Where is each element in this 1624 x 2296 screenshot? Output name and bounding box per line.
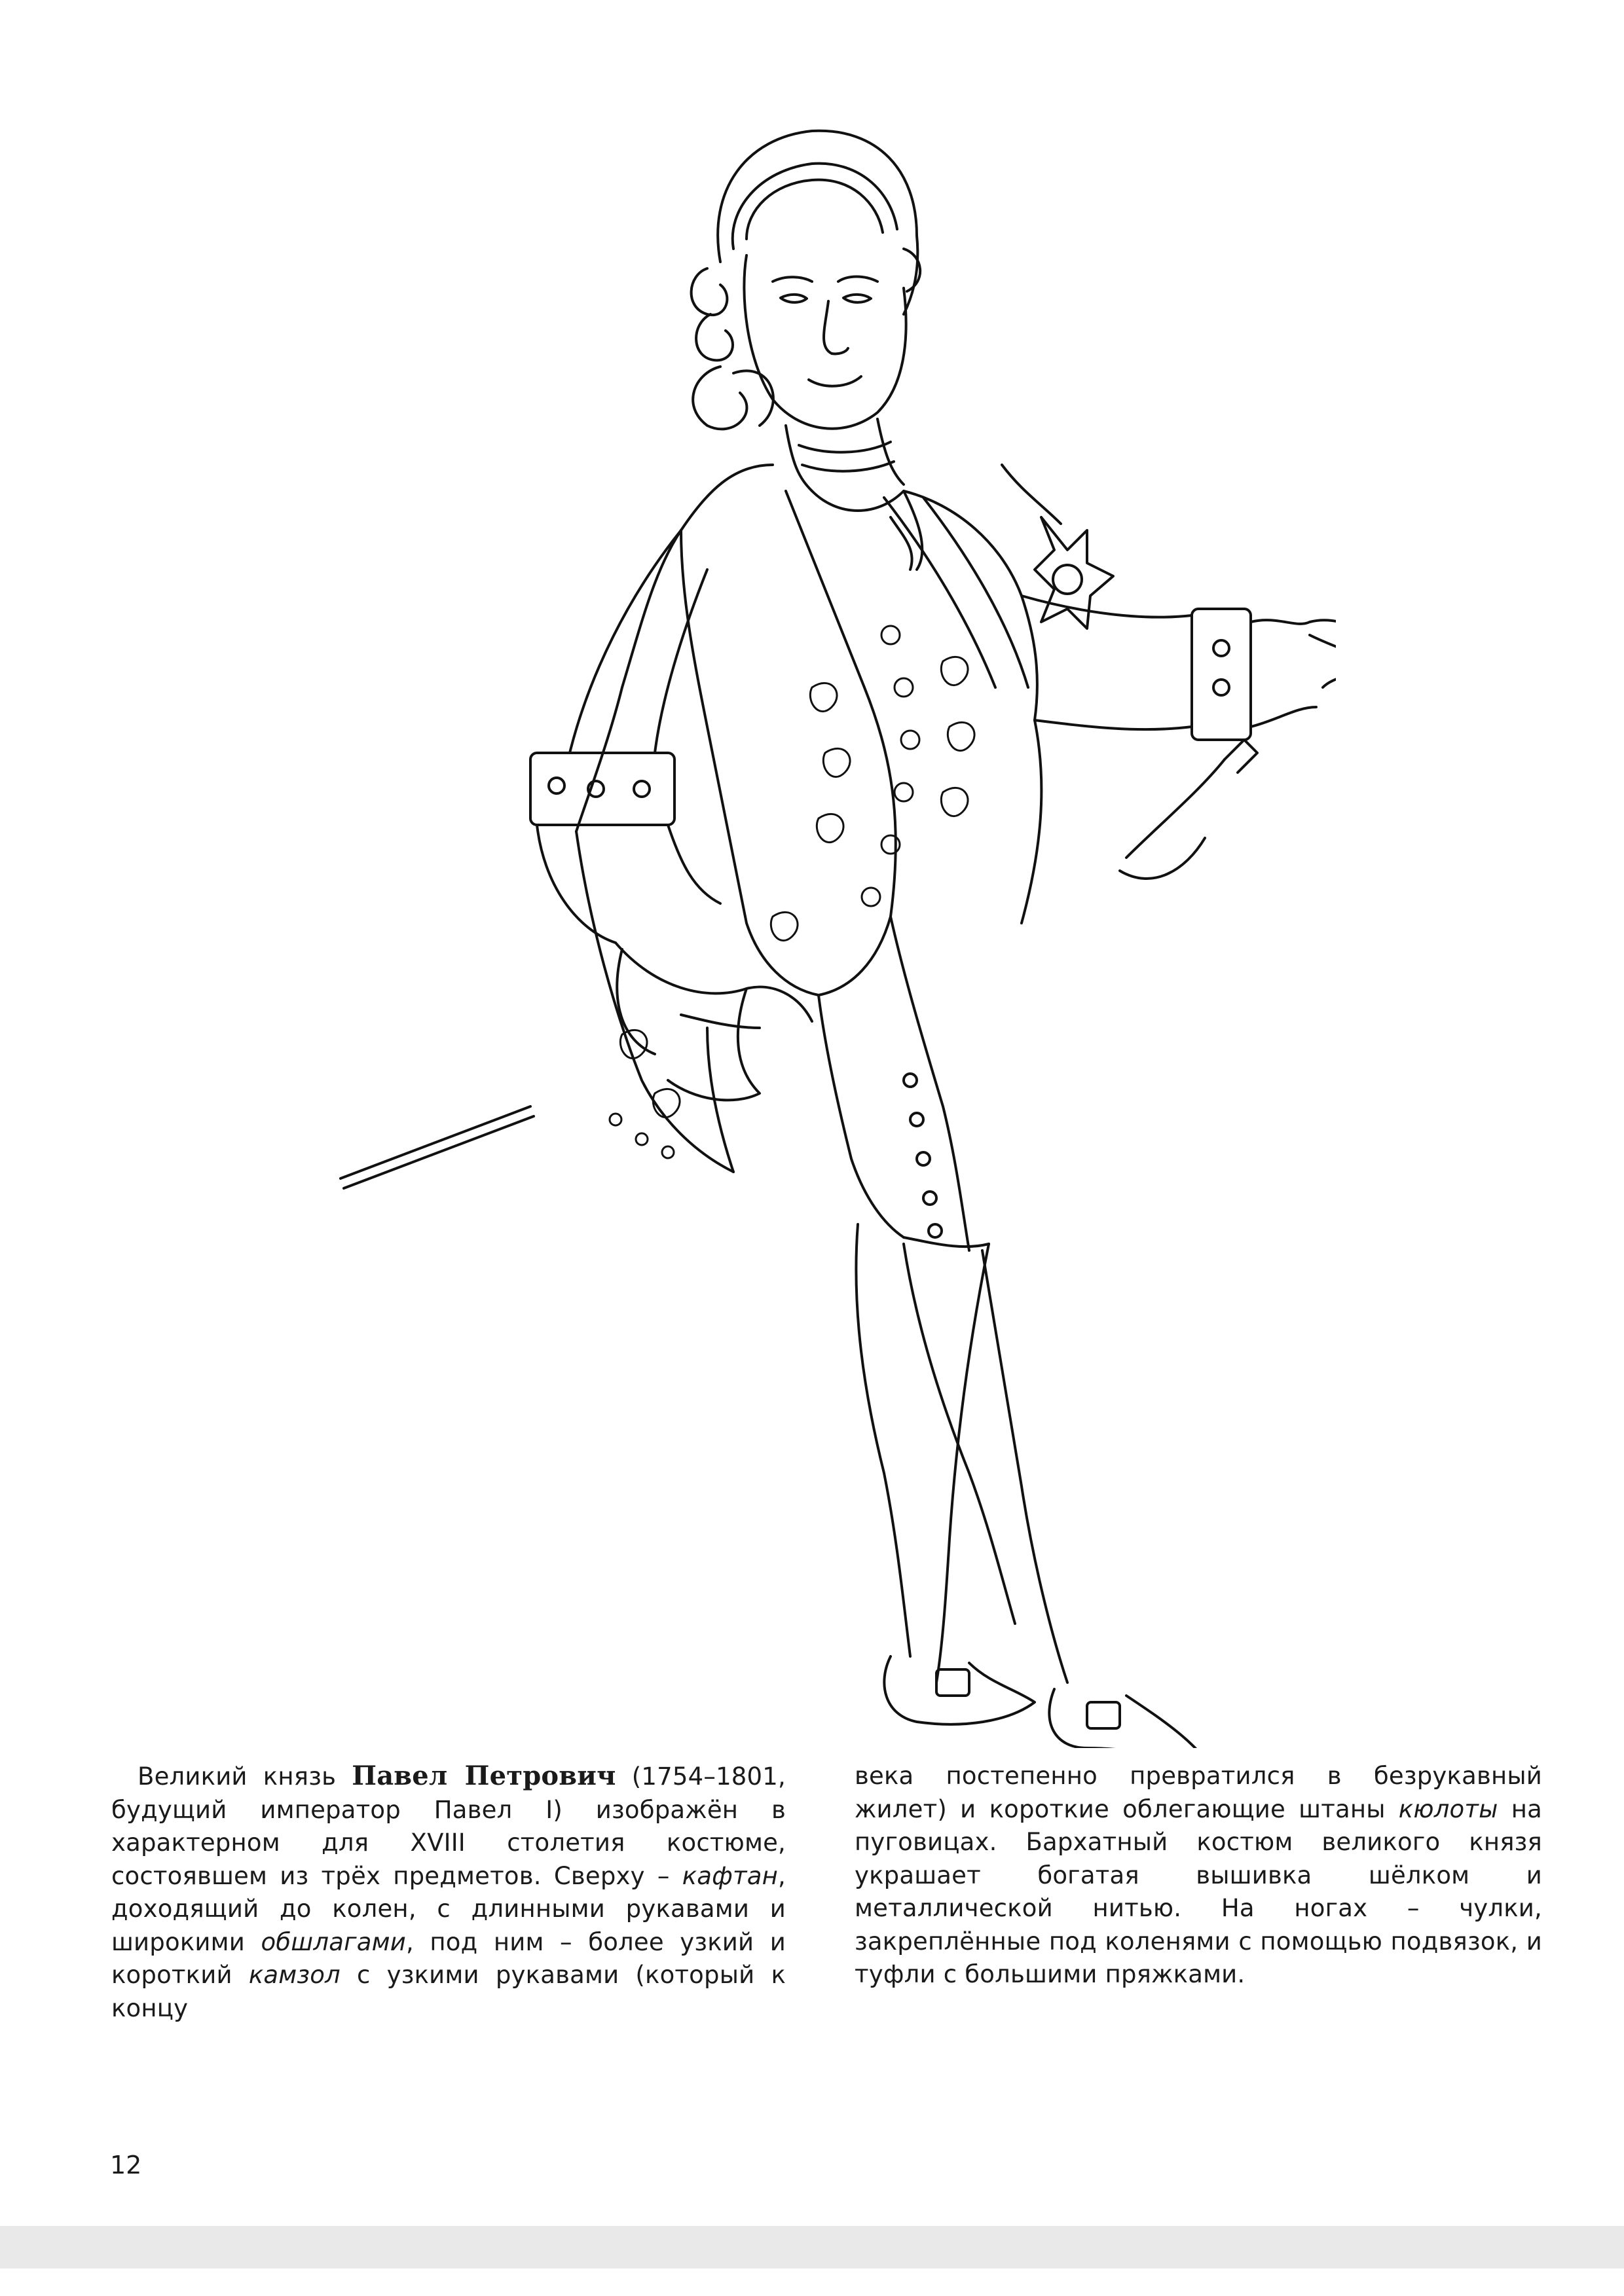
legs (819, 917, 1067, 1683)
caption-paragraph (111, 1760, 786, 2025)
term-kamzol: камзол (248, 1961, 341, 1989)
left-arm (530, 530, 720, 943)
caption-right-column (855, 1760, 1542, 1992)
collar (786, 419, 922, 570)
face (744, 255, 906, 429)
shoes (884, 1656, 1218, 1748)
term-kaftan: кафтан (682, 1861, 779, 1890)
caption-text: на пуговицах. Бархатный костюм великого князя украшает богатая вышивка шёлком и металлической нитью. На ногах – чулки, закреплённые под коленями с помощью подвязок, и туфли с большими пряжками. (855, 1795, 1542, 1988)
right-arm (1022, 596, 1336, 740)
term-kyuloty: кюлоты (1398, 1795, 1498, 1823)
tricorn-hat (616, 943, 812, 1100)
coat (576, 465, 1113, 1172)
scan-edge-band (0, 2226, 1624, 2269)
caption-text: (1754–1801, будущий император Павел I) изображён в характерном для XVIII столетия костюме, состоявшем из трёх предметов. Сверху – (111, 1762, 786, 1890)
person-name: Павел Петрович (352, 1760, 616, 1791)
caption-left-column (111, 1760, 786, 2025)
caption-paragraph (855, 1760, 1542, 1992)
page-number: 12 (110, 2151, 142, 2179)
sword (341, 740, 1257, 1188)
caption-text: Великий князь (138, 1762, 352, 1791)
caption-text: , под ним – более узкий и короткий (111, 1927, 786, 1989)
caption-text: века постепенно превратился в безрукавный жилет) и короткие облегающие штаны (855, 1762, 1542, 1823)
term-obshlagi: обшлагами (261, 1927, 406, 1956)
figure-illustration (314, 98, 1336, 1748)
caption-text: , доходящий до колен, с длинными рукавами и широкими (111, 1861, 786, 1956)
caption-text: с узкими рукавами (который к концу (111, 1961, 786, 2022)
